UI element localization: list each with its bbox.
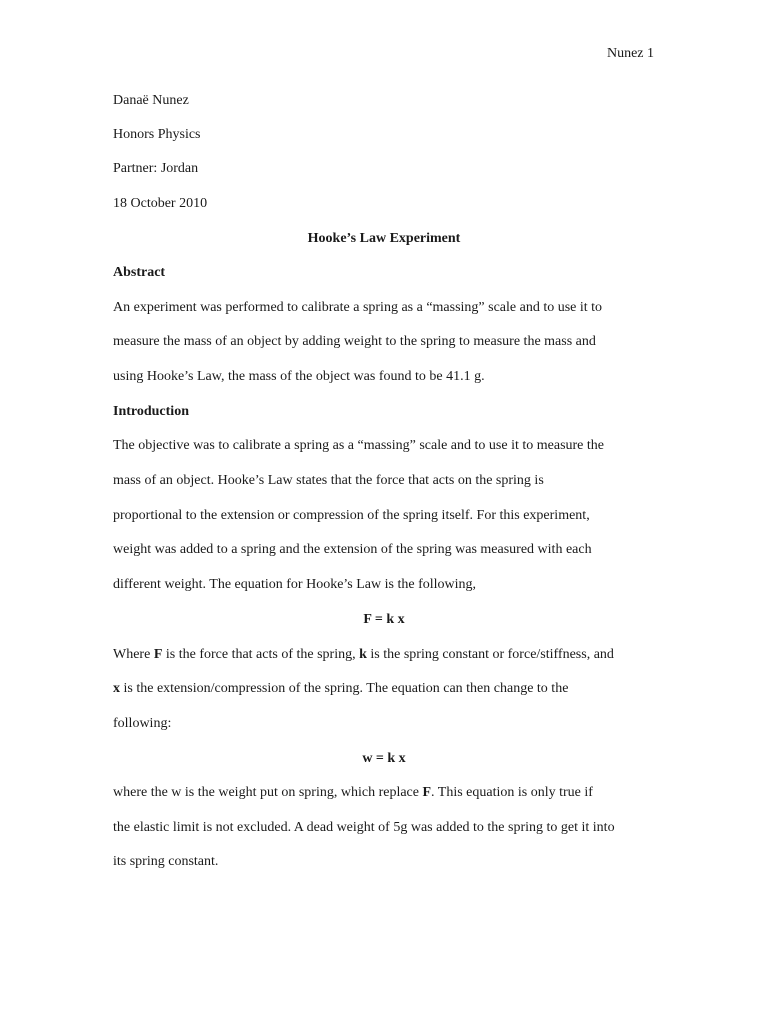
introduction-heading: Introduction	[113, 404, 189, 419]
where-definitions-line	[113, 680, 568, 698]
intro-line: weight was added to a spring and the extension of the spring was measured with each	[113, 542, 592, 557]
text-span: is the spring constant or force/stiffness, and	[366, 647, 614, 662]
abstract-heading: Abstract	[113, 265, 166, 280]
symbol-F: F	[153, 647, 163, 662]
following-line: following:	[113, 716, 172, 731]
symbol-x: x	[113, 681, 120, 696]
equation-weight: w = k x	[362, 751, 406, 766]
author-name: Danaë Nunez	[113, 93, 189, 108]
where-definitions-line	[113, 646, 614, 664]
course-name: Honors Physics	[113, 127, 201, 142]
weight-explanation-line	[113, 784, 593, 802]
equation-hookes-law: F = k x	[363, 612, 405, 627]
symbol-F: F	[422, 785, 432, 800]
document-title: Hooke’s Law Experiment	[307, 231, 461, 246]
text-span: where the w is the weight put on spring, which replace	[113, 785, 423, 800]
text-span: . This equation is only true if	[431, 785, 593, 800]
partner-line: Partner: Jordan	[113, 161, 199, 176]
intro-line: different weight. The equation for Hooke’s Law is the following,	[113, 577, 477, 592]
abstract-line: An experiment was performed to calibrate a spring as a “massing” scale and to use it to	[113, 300, 603, 315]
text-span: Where	[113, 647, 154, 662]
abstract-line: using Hooke’s Law, the mass of the object was found to be 41.1 g.	[113, 369, 485, 384]
intro-line: the elastic limit is not excluded. A dead weight of 5g was added to the spring to get it into	[113, 820, 615, 835]
intro-line: proportional to the extension or compression of the spring itself. For this experiment,	[113, 508, 590, 523]
text-span: is the force that acts of the spring,	[162, 647, 360, 662]
intro-line: its spring constant.	[113, 854, 219, 869]
running-head: Nunez 1	[606, 46, 654, 61]
symbol-k: k	[359, 647, 367, 662]
date-line: 18 October 2010	[113, 196, 208, 211]
abstract-line: measure the mass of an object by adding weight to the spring to measure the mass and	[113, 334, 596, 349]
intro-line: mass of an object. Hooke’s Law states that the force that acts on the spring is	[113, 473, 544, 488]
intro-line: The objective was to calibrate a spring as a “massing” scale and to use it to measure the	[113, 438, 604, 453]
text-span: is the extension/compression of the spring. The equation can then change to the	[120, 681, 569, 696]
